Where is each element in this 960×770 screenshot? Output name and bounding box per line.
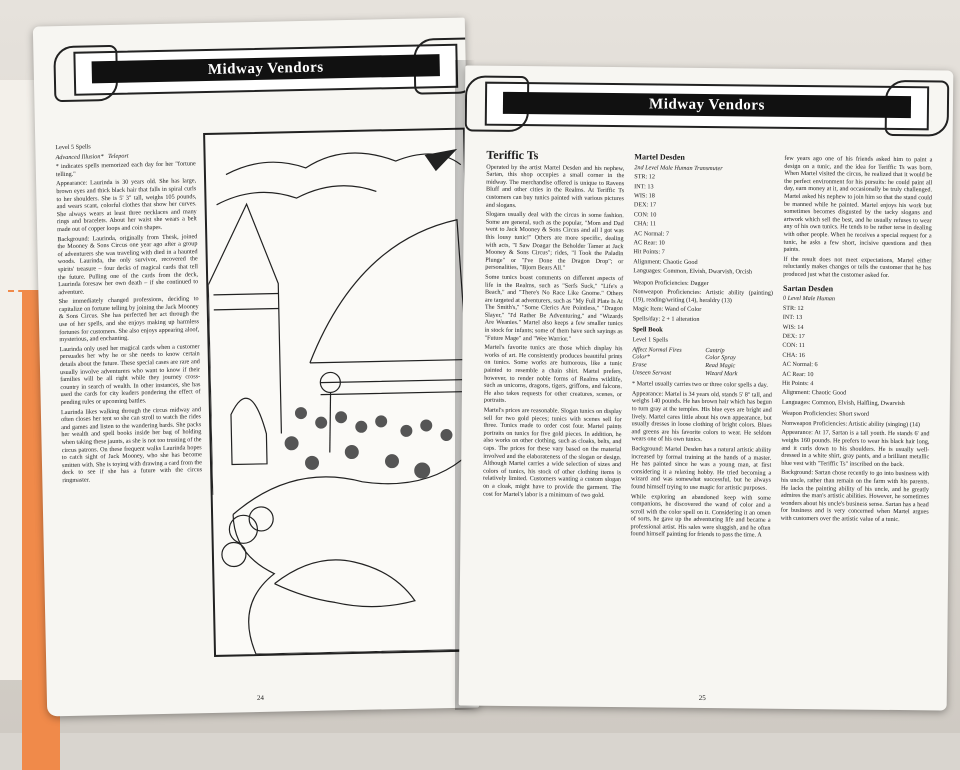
right-page <box>459 65 954 710</box>
npc-class <box>634 164 774 173</box>
right-text-column-3 <box>781 155 933 526</box>
magic-item: Magic Item: Wand of Color <box>632 305 702 314</box>
appearance-paragraph: Appearance: Laurinda is 30 years old. She has large, brown eyes and thick black hair that falls in spiral curls to her shoulders. She is 5' 3" tall, weighs 105 pounds, and wears scant, colorful clothes that show her curves. She always wears at least three necklaces and many rings and bracelets. About her waist she wears a belt made out of copper loops and coin shapes. <box>56 177 197 234</box>
body-paragraph: While exploring an abandoned keep with some companions, he discovered the wand of color and a scroll with the color spell on it. Considering it an omen of sorts, he gave up the adventuring life and became a professional artist. His sales were sluggish, and he often found himself painting for friends to pass the time. A <box>630 492 771 540</box>
body-paragraph: If the result does not meet expectations, Martel either reluctantly makes changes or tells the customer that he has produced just what the customer asked for. <box>783 255 932 279</box>
spells-per-day: Spells/day: 2 + 1 alteration <box>632 315 700 323</box>
spell-name: Affect Normal Fires <box>632 346 682 354</box>
stat-line: INT: 13 <box>782 313 803 322</box>
stat-line: Alignment: Chaotic Good <box>633 258 698 266</box>
spell-level-header: Level 1 Spells <box>632 336 668 344</box>
left-text-column <box>55 141 202 486</box>
stat-line: STR: 12 <box>634 173 656 181</box>
appearance-paragraph: Appearance: At 17, Sartan is a tall youth. He stands 6' and weighs 160 pounds. He prefers to wear his black hair long, and it curls down to his shoulders. He is usually well-dressed in a white shirt, gray pants, and a brilliant metallic blue vest with "Teriffic Ts" inscribed on the back. <box>781 429 930 468</box>
page-number-left: 24 <box>256 693 265 703</box>
right-banner-title: Midway Vendors <box>503 92 911 118</box>
stat-line: Hit Points: 4 <box>782 379 814 388</box>
left-banner <box>73 44 458 96</box>
stat-line: CON: 10 <box>633 211 657 219</box>
nonweapon-proficiencies: Nonweapon Proficiencies: Artistic ability (painting) (19), reading/writing (14), heraldry (13) <box>632 288 774 305</box>
spell-name: Wizard Mark <box>705 369 738 377</box>
spell-name: Advanced Illusion* <box>55 152 104 161</box>
spell-row <box>55 151 195 162</box>
stat-line: STR: 12 <box>782 304 804 312</box>
right-text-column-2 <box>630 153 774 542</box>
section-title: Teriffic Ts <box>486 147 539 163</box>
stat-line: CHA: 11 <box>633 220 657 228</box>
body-paragraph: Operated by the artist Martel Desden and his nephew, Sartan, this shop occupies a small corner in the midway. The merchandise offered is unique to Ravens Bluff and other cities in the Realms. At Teriffic Ts customers can buy tunics painted with various pictures and slogans. <box>485 163 625 209</box>
nonweapon-proficiencies: Nonweapon Proficiencies: Artistic ability (singing) (14) <box>781 419 921 428</box>
body-paragraph: Laurinda likes walking through the circus midway and often closes her tent so she can stroll to watch the rides and games and listen to the wandering bards. She packs her wealth and spell books inside her bag of holding when taking these jaunts, as she is not too trusting of the circus patrons. On these frequent walks Laurinda hopes to catch sight of Jack Mooney, who she has become smitten with. She is toying with drawing a card from the deck to see if she has a future with the circus ringmaster. <box>60 405 203 485</box>
stat-line: DEX: 17 <box>782 332 805 340</box>
stat-line: WIS: 14 <box>782 323 804 331</box>
spell-note: * Martel usually carries two or three color spells a day. <box>632 380 768 389</box>
body-paragraph: Slogans usually deal with the circus in some fashion. Some are general, such as the popular, "Mom and Dad went to Jack Mooney & Sons Circus and all I got was this lousy tunic!" Others are more specific, dealing with acts, "I Saw Doagar the Beholder Tamer at Jack Mooney & Sons Circus"; rides, "I Took the Paladin Plunge" or "I've Done the Dragon Drop"; or personalities, "Bjorn Bears All." <box>485 210 624 272</box>
body-paragraph: She immediately changed professions, deciding to capitalize on fortune telling by joining the Jack Mooney & Sons Circus. She has perfected her act through the use of her spells, and she enjoys making up harmless fortunes for customers. She also enjoys appearing aloof, mysterious, and enchanting. <box>58 295 200 344</box>
background-paragraph: Background: Martel Desden has a natural artistic ability increased by formal training at the hands of a master. He has painted since he was a young man, at first considering it a relaxing hobby. He tried becoming a wizard and was somewhat successful, but he always found himself trying to use magic for artistic purposes. <box>630 445 772 492</box>
appearance-paragraph: Appearance: Martel is 34 years old, stands 5' 8" tall, and weighs 140 pounds. He has brown hair which has begun to turn gray at the temples. His blue eyes are bright and lively. Martel cares little about his own appearance, but usually dresses in loose clothing of bright colors. Blues and greens are his favorite colors to wear. He seldom wears one of his own tunics. <box>631 390 772 444</box>
npc-name-sartan: Sartan Desden <box>783 283 834 293</box>
left-banner-title: Midway Vendors <box>92 54 440 83</box>
spell-name: Erase <box>632 361 647 369</box>
spell-name: Cantrip <box>705 346 725 355</box>
weapon-proficiencies: Weapon Proficiencies: Short sword <box>781 409 870 418</box>
stat-line: DEX: 17 <box>633 201 657 209</box>
circus-illustration-svg <box>205 130 474 655</box>
background-paragraph: Background: Sartan chose recently to go into business with his uncle, rather than remain on the farm with his parents. He lacks the painting ability of his uncle, and he greatly admires the man's artistic abilities. However, he sometimes wonders about his uncle's business sense. Sartan has a head for business and is very concerned when Martel argues with customers over the artistic value of a tunic. <box>780 469 930 523</box>
martel-stat-block <box>633 173 774 276</box>
npc-class-text: 2nd Level Male Human Transmuter <box>634 163 723 172</box>
spell-note: * indicates spells memorized each day for her "fortune telling." <box>55 160 196 178</box>
body-paragraph: Laurinda only used her magical cards when a customer persuades her why he or she needs to know certain details about the future. These special cases are rare and usually involve adventurers who want to know if their families will be all right while they journey cross-country in search of wealth. In other instances, she has used the cards for city leaders pondering the effect of pending rules or upcoming battles. <box>59 343 201 407</box>
stat-line: AC Normal: 7 <box>633 229 670 238</box>
stat-line: AC Normal: 6 <box>782 360 818 369</box>
stat-line: AC Rear: 10 <box>782 370 814 378</box>
stat-line: Alignment: Chaotic Good <box>781 389 847 397</box>
spell-list <box>632 346 772 378</box>
spell-level-header: Level 5 Spells <box>55 143 91 152</box>
weapon-proficiencies: Weapon Proficiencies: Dagger <box>633 278 709 287</box>
body-paragraph: Martel's prices are reasonable. Slogan tunics on display sell for two gold pieces; tunics with scenes sell for three. Tunics made to order cost four. Martel paints portraits on tunics for five gold pieces. In addition, he also works on other clothing, such as cloaks, belts, and caps. The prices for these vary based on the material involved and the elaborateness of the slogan or design. Although Martel carries a wide selection of sizes and colors of tunics, his stock of other clothing items is relatively limited. Customers wanting a custom slogan on a cloak, might have to provide the garment. The cost for Martel's labor is a minimum of two gold. <box>482 406 622 499</box>
background-paragraph: Background: Laurinda, originally from Thesk, joined the Mooney & Sons Circus one year ago after a group of adventurers she was traveling with died in a haunted woods. Laurinda, the only survivor, recovered the spirits' treasure – four decks of magical cards that tell the future. Pulling one of the cards from the deck, Laurinda foresaw her own death – if she continued to adventure. <box>57 232 199 296</box>
spell-name: Unseen Servant <box>632 368 672 377</box>
npc-name-martel: Martel Desden <box>634 152 685 162</box>
spell-name: Color Spray <box>705 354 736 362</box>
stat-line: AC Rear: 10 <box>633 239 665 247</box>
stat-line: CON: 11 <box>782 342 805 350</box>
right-banner <box>485 82 929 131</box>
stat-line: CHA: 16 <box>782 351 805 359</box>
spell-name: Read Magic <box>705 361 736 370</box>
sartan-stat-block <box>782 304 931 407</box>
stat-line: INT: 13 <box>634 182 654 191</box>
stat-line: WIS: 18 <box>633 192 655 200</box>
left-page <box>33 18 479 717</box>
spell-name: Color* <box>632 353 650 361</box>
stat-line: Hit Points: 7 <box>633 248 665 256</box>
stat-line: Languages: Common, Elvish, Halfling, Dwarvish <box>781 398 905 407</box>
body-paragraph: Martel's favorite tunics are those which display his works of art. He consistently produces beautiful prints on tunics. Some works are humorous, like a tunic painted to resemble a chain shirt. Martel prefers, however, to render noble forms of Realms wildlife, such as unicorns, dragons, tigers, griffons, and falcons. He also takes requests for other creatures, scenes, or portraits. <box>483 343 623 405</box>
body-paragraph: Some tunics boast comments on different aspects of life in the Realms, such as "Serfs Suck," "Life's a Beach," and "There's No Race Like Gnome." Others are targeted at adventurers, such as "My Full Plate Is At The Smith's," "Some Clerics Are Pointless," "Dragon Slayer," "I'd Rather Be Adventuring," and "Wizards Are Weanies." Martel also keeps a few smaller tunics in stock for infants; some of them have such sayings as "Future Mage" and "Wee Warrior." <box>484 273 624 343</box>
npc-class-text: 0 Level Male Human <box>782 294 836 303</box>
right-text-column-1 <box>482 147 625 502</box>
circus-illustration <box>203 128 476 657</box>
spell-name: Teleport <box>108 152 129 160</box>
page-number-right: 25 <box>698 693 706 703</box>
stat-line: Languages: Common, Elvish, Dwarvish, Orcish <box>633 267 753 276</box>
body-paragraph: few years ago one of his friends asked him to paint a design on a tunic, and the idea for Teriffic Ts was born. When Martel visited the circus, he realized that it would be the perfect environment for his pursuits: he could paint all day, earn money at it, and occasionally be truly challenged. Martel asked his nephew to join him so that the stand could be manned while he painted. Martel enjoys his work but sometimes becomes disgusted by the tacky slogans and artwork which sell the best, and he usually refuses to wear any of his own tunics. He tends to be rather terse in dealing with other people. When he receives a special request for a tunic, he asks a few short, incisive questions and then paints. <box>783 154 933 254</box>
spell-book-header: Spell Book <box>632 325 663 334</box>
npc-class <box>783 295 931 304</box>
